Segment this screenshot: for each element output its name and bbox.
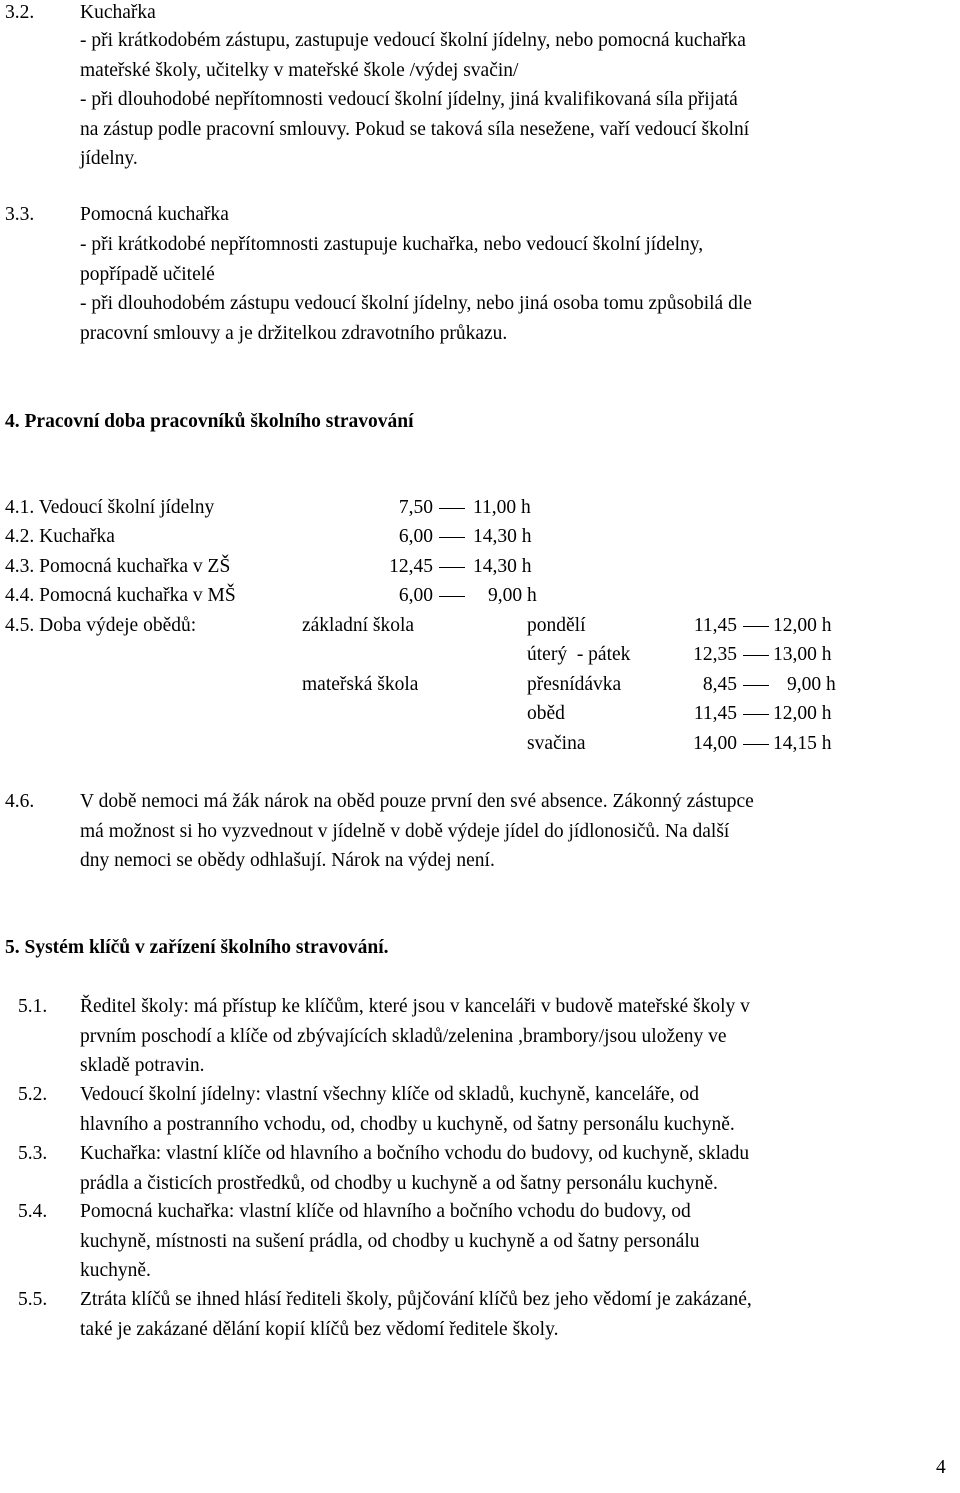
text-line: prvním poschodí a klíče od zbývajících skladů/zelenina ,brambory/jsou uloženy ve	[80, 1025, 727, 1047]
serving-meal: přesnídávka	[527, 674, 622, 695]
text-line: kuchyně, místnosti na sušení prádla, od chodby u kuchyně a od šatny personálu	[80, 1230, 700, 1252]
paragraph-4-6-number: 4.6.	[5, 791, 35, 812]
item-5-2-number: 5.2.	[18, 1084, 48, 1105]
item-5-2-body	[80, 1080, 735, 1139]
text-line: - při dlouhodobé nepřítomnosti vedoucí školní jídelny, jiná kvalifikovaná síla přijatá	[80, 89, 738, 110]
serving-from: 12,35	[693, 644, 737, 665]
text-line: Pomocná kuchařka: vlastní klíče od hlavního a bočního vchodu do budovy, od	[80, 1201, 691, 1222]
item-5-5-number: 5.5.	[18, 1289, 48, 1310]
serving-dash	[737, 702, 775, 726]
hours-label: 4.2. Kuchařka	[5, 526, 115, 547]
serving-from: 8,45	[702, 674, 737, 695]
text-line: hlavního a postranního vchodu, od, chodby u kuchyně, od šatny personálu kuchyně.	[80, 1113, 735, 1135]
serving-meal: úterý - pátek	[527, 644, 631, 665]
paragraph-4-6-body	[80, 787, 754, 876]
serving-to: 14,15 h	[773, 733, 832, 754]
text-line: Ředitel školy: má přístup ke klíčům, které jsou v kanceláři v budově mateřské školy v	[80, 996, 750, 1017]
hours-from: 12,45	[389, 556, 433, 577]
section-3-2-body	[80, 26, 749, 174]
section-3-3-title: Pomocná kuchařka	[80, 204, 229, 225]
serving-from: 11,45	[693, 615, 737, 636]
item-5-3-number: 5.3.	[18, 1143, 48, 1164]
serving-meal: svačina	[527, 733, 586, 754]
text-line: mateřské školy, učitelky v mateřské škole /výdej svačin/	[80, 59, 519, 81]
serving-to: 12,00 h	[773, 615, 832, 636]
text-line: Kuchařka: vlastní klíče od hlavního a bočního vchodu do budovy, od kuchyně, skladu	[80, 1143, 750, 1164]
hours-from: 7,50	[398, 497, 433, 518]
serving-meal: oběd	[527, 703, 565, 724]
section-4-heading: 4. Pracovní doba pracovníků školního stravování	[5, 411, 414, 432]
hours-from: 6,00	[398, 526, 433, 547]
text-line: kuchyně.	[80, 1260, 151, 1281]
serving-dash	[737, 673, 775, 697]
text-line: také je zakázané dělání kopií klíčů bez vědomí ředitele školy.	[80, 1318, 559, 1340]
text-line: prádla a čisticích prostředků, od chodby u kuchyně a od šatny personálu kuchyně.	[80, 1172, 718, 1194]
item-5-5-body	[80, 1285, 752, 1344]
hours-to: 14,30 h	[473, 526, 532, 547]
text-line: na zástup podle pracovní smlouvy. Pokud se taková síla nesežene, vaří vedoucí školní	[80, 118, 750, 140]
serving-school: mateřská škola	[302, 674, 419, 695]
item-5-1-number: 5.1.	[18, 996, 48, 1017]
serving-to: 12,00 h	[773, 703, 832, 724]
serving-school: základní škola	[302, 615, 415, 636]
serving-label: 4.5. Doba výdeje obědů:	[5, 615, 197, 636]
serving-from: 11,45	[693, 703, 737, 724]
item-5-1-body	[80, 992, 750, 1081]
text-line: skladě potravin.	[80, 1055, 205, 1076]
hours-label: 4.1. Vedoucí školní jídelny	[5, 497, 215, 518]
hours-label: 4.4. Pomocná kuchařka v MŠ	[5, 585, 236, 606]
serving-to: 13,00 h	[773, 644, 832, 665]
item-5-4-number: 5.4.	[18, 1201, 48, 1222]
item-5-4-body	[80, 1197, 700, 1286]
text-line: - při krátkodobé nepřítomnosti zastupuje kuchařka, nebo vedoucí školní jídelny,	[80, 234, 704, 255]
text-line: dny nemoci se obědy odhlašují. Nárok na výdej není.	[80, 850, 495, 871]
section-3-3-body	[80, 230, 752, 348]
hours-label: 4.3. Pomocná kuchařka v ZŠ	[5, 556, 231, 577]
text-line: má možnost si ho vyzvednout v jídelně v době výdeje jídel do jídlonosičů. Na další	[80, 820, 730, 842]
text-line: popřípadě učitelé	[80, 263, 215, 285]
text-line: - při dlouhodobém zástupu vedoucí školní jídelny, nebo jiná osoba tomu způsobilá dle	[80, 293, 752, 314]
serving-to: 9,00 h	[787, 674, 836, 695]
item-5-3-body	[80, 1139, 749, 1198]
section-3-3-number: 3.3.	[5, 204, 35, 225]
serving-dash	[737, 614, 775, 638]
text-line: - při krátkodobém zástupu, zastupuje vedoucí školní jídelny, nebo pomocná kuchařka	[80, 30, 746, 51]
hours-to: 9,00 h	[488, 585, 537, 606]
hours-dash	[433, 584, 471, 608]
text-line: jídelny.	[80, 148, 138, 169]
hours-to: 14,30 h	[473, 556, 532, 577]
section-3-2-number: 3.2.	[5, 2, 35, 23]
hours-dash	[433, 555, 471, 579]
serving-from: 14,00	[693, 733, 737, 754]
text-line: V době nemoci má žák nárok na oběd pouze první den své absence. Zákonný zástupce	[80, 791, 754, 812]
hours-to: 11,00 h	[473, 497, 531, 518]
hours-dash	[433, 525, 471, 549]
section-3-2-title: Kuchařka	[80, 2, 156, 23]
section-5-heading: 5. Systém klíčů v zařízení školního stravování.	[5, 937, 389, 958]
text-line: pracovní smlouvy a je držitelkou zdravotního průkazu.	[80, 322, 508, 344]
serving-dash	[737, 643, 775, 667]
serving-meal: pondělí	[527, 615, 586, 636]
text-line: Ztráta klíčů se ihned hlásí řediteli školy, půjčování klíčů bez jeho vědomí je zakázané,	[80, 1289, 752, 1310]
serving-dash	[737, 732, 775, 756]
hours-dash	[433, 496, 471, 520]
page-number: 4	[936, 1457, 946, 1478]
hours-from: 6,00	[398, 585, 433, 606]
text-line: Vedoucí školní jídelny: vlastní všechny klíče od skladů, kuchyně, kanceláře, od	[80, 1084, 699, 1105]
